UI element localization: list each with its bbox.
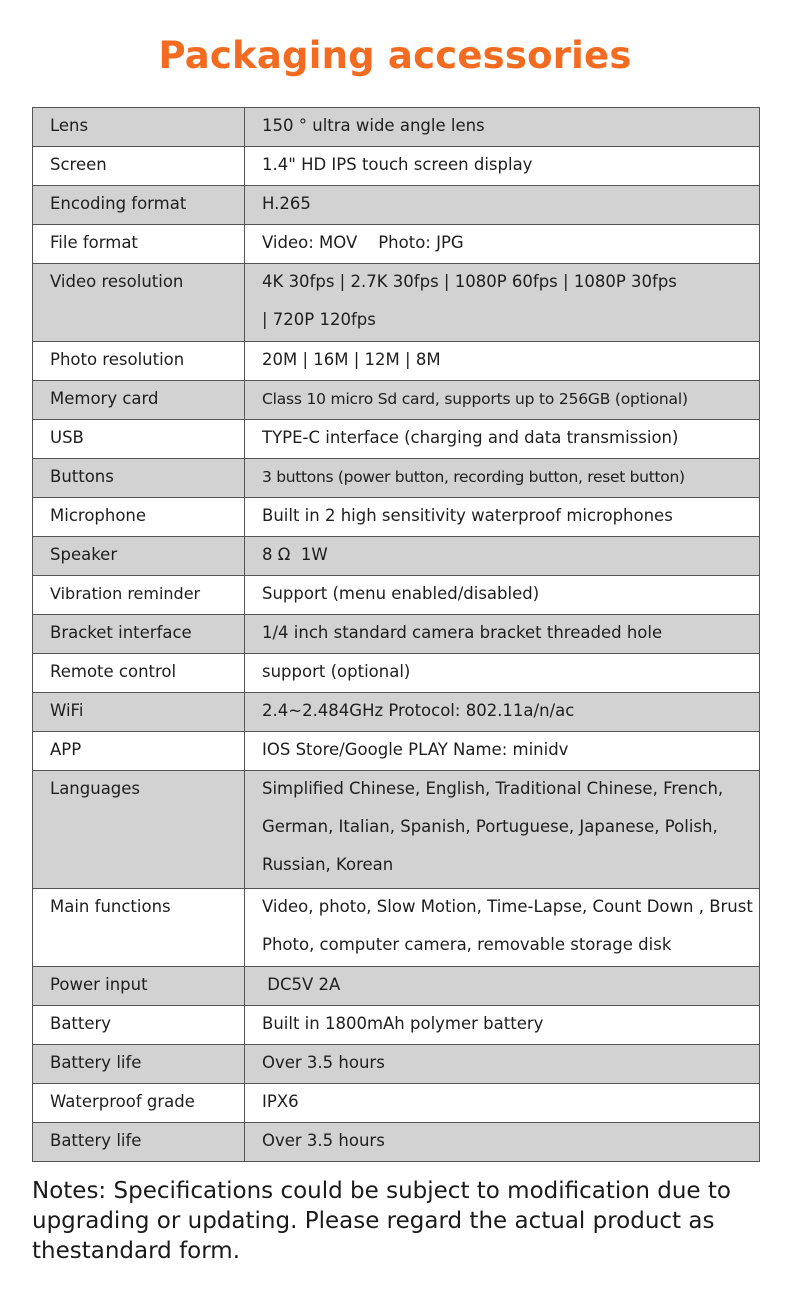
- spec-value: H.265: [245, 186, 760, 225]
- table-row: [33, 1006, 760, 1045]
- table-row: [33, 147, 760, 186]
- spec-label: Battery: [33, 1006, 245, 1045]
- spec-label: Languages: [33, 771, 245, 889]
- spec-value: 8 Ω 1W: [245, 537, 760, 576]
- spec-label: Buttons: [33, 459, 245, 498]
- spec-value: 20M | 16M | 12M | 8M: [245, 342, 760, 381]
- spec-value: Over 3.5 hours: [245, 1045, 760, 1084]
- table-row: [33, 459, 760, 498]
- table-row: [33, 420, 760, 459]
- spec-label: Waterproof grade: [33, 1084, 245, 1123]
- page-title: Packaging accessories: [158, 34, 632, 77]
- spec-label: Power input: [33, 967, 245, 1006]
- table-row: [33, 889, 760, 967]
- spec-value: Support (menu enabled/disabled): [245, 576, 760, 615]
- table-row: [33, 1045, 760, 1084]
- spec-label: Battery life: [33, 1045, 245, 1084]
- spec-table: [32, 107, 760, 1162]
- spec-label: Speaker: [33, 537, 245, 576]
- spec-label: Microphone: [33, 498, 245, 537]
- table-row: [33, 615, 760, 654]
- spec-value: 4K 30fps | 2.7K 30fps | 1080P 60fps | 1080P 30fps | 720P 120fps: [245, 264, 760, 342]
- spec-label: File format: [33, 225, 245, 264]
- spec-label: Encoding format: [33, 186, 245, 225]
- spec-label: Video resolution: [33, 264, 245, 342]
- spec-label: Remote control: [33, 654, 245, 693]
- spec-value: 150 ° ultra wide angle lens: [245, 108, 760, 147]
- table-row: [33, 1084, 760, 1123]
- table-row: [33, 654, 760, 693]
- spec-value: 3 buttons (power button, recording button, reset button): [245, 459, 760, 498]
- notes-text: Notes: Specifications could be subject to modification due to upgrading or updating. Please regard the actual product as thestandard form.: [32, 1178, 731, 1264]
- table-row: [33, 381, 760, 420]
- spec-label: Vibration reminder: [33, 576, 245, 615]
- spec-label: Lens: [33, 108, 245, 147]
- table-row: [33, 186, 760, 225]
- spec-label: Photo resolution: [33, 342, 245, 381]
- spec-value: support (optional): [245, 654, 760, 693]
- spec-value: 1.4" HD IPS touch screen display: [245, 147, 760, 186]
- table-row: [33, 225, 760, 264]
- table-row: [33, 108, 760, 147]
- table-row: [33, 498, 760, 537]
- spec-value: Built in 2 high sensitivity waterproof microphones: [245, 498, 760, 537]
- spec-label: Memory card: [33, 381, 245, 420]
- spec-value: IOS Store/Google PLAY Name: minidv: [245, 732, 760, 771]
- table-row: [33, 967, 760, 1006]
- spec-label: Bracket interface: [33, 615, 245, 654]
- spec-value: Over 3.5 hours: [245, 1123, 760, 1162]
- spec-value: IPX6: [245, 1084, 760, 1123]
- table-row: [33, 732, 760, 771]
- table-row: [33, 342, 760, 381]
- spec-label: USB: [33, 420, 245, 459]
- spec-value: 2.4~2.484GHz Protocol: 802.11a/n/ac: [245, 693, 760, 732]
- spec-value: Built in 1800mAh polymer battery: [245, 1006, 760, 1045]
- spec-value: TYPE-C interface (charging and data transmission): [245, 420, 760, 459]
- spec-value: Video, photo, Slow Motion, Time-Lapse, Count Down , Brust Photo, computer camera, removable storage disk: [245, 889, 760, 967]
- table-row: [33, 771, 760, 889]
- table-row: [33, 537, 760, 576]
- spec-value: DC5V 2A: [245, 967, 760, 1006]
- spec-value: Video: MOV Photo: JPG: [245, 225, 760, 264]
- table-row: [33, 576, 760, 615]
- spec-label: WiFi: [33, 693, 245, 732]
- spec-label: Screen: [33, 147, 245, 186]
- table-row: [33, 264, 760, 342]
- table-row: [33, 1123, 760, 1162]
- spec-value: 1/4 inch standard camera bracket threaded hole: [245, 615, 760, 654]
- spec-value: Simplified Chinese, English, Traditional Chinese, French, German, Italian, Spanish, Portuguese, Japanese, Polish, Russian, Korean: [245, 771, 760, 889]
- spec-label: Battery life: [33, 1123, 245, 1162]
- spec-value: Class 10 micro Sd card, supports up to 256GB (optional): [245, 381, 760, 420]
- spec-label: APP: [33, 732, 245, 771]
- spec-label: Main functions: [33, 889, 245, 967]
- table-row: [33, 693, 760, 732]
